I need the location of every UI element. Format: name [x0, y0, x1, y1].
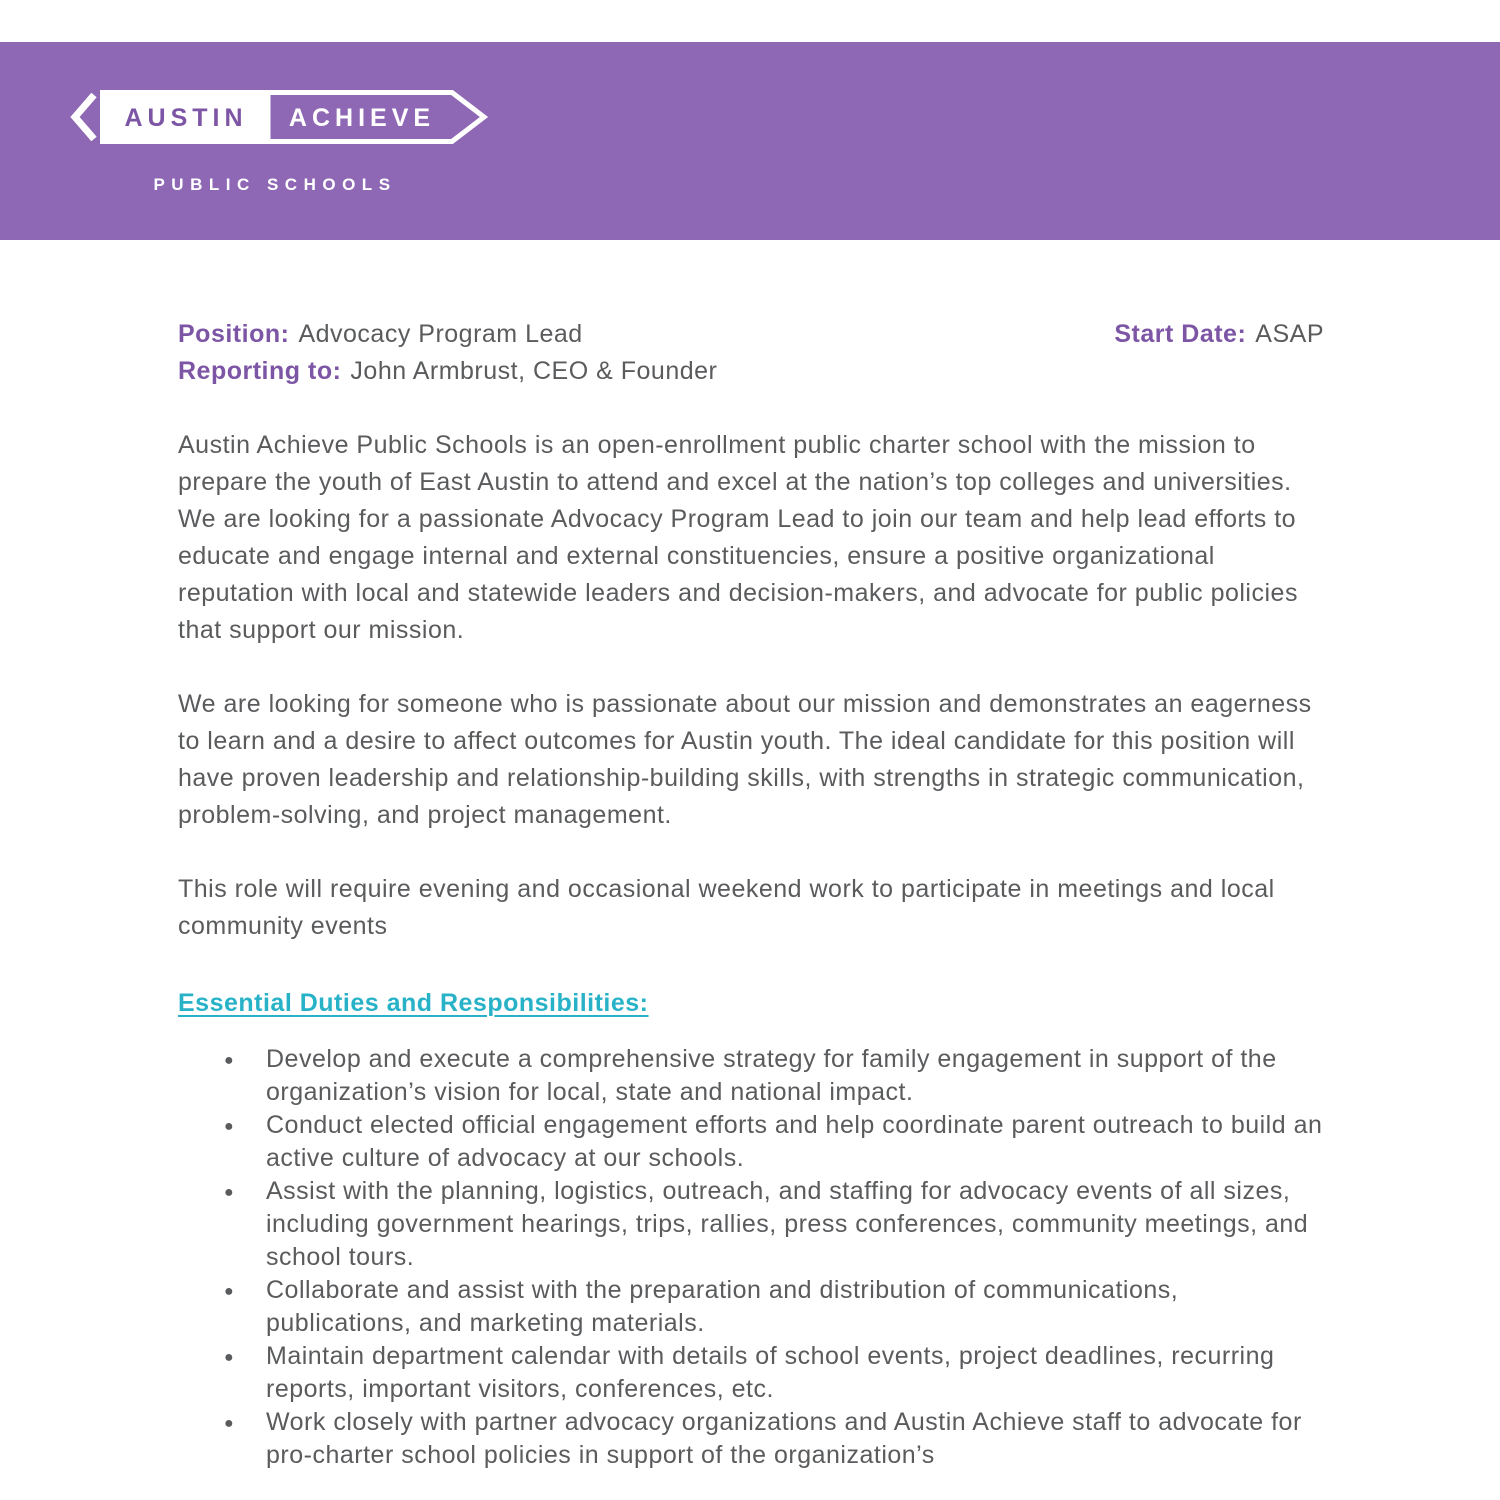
duty-text-2: Conduct elected official engagement efforts and help coordinate parent outreach to build an active culture of advocacy at our schools. [266, 1110, 1323, 1172]
position-row [178, 316, 1324, 353]
duty-item-2 [178, 1109, 1324, 1175]
bullet-icon: ● [224, 1117, 235, 1135]
duty-item-1 [178, 1043, 1324, 1109]
job-meta-block [178, 316, 1324, 390]
logo-word-austin: AUSTIN [124, 104, 248, 132]
intro-paragraph-2: We are looking for someone who is passionate about our mission and demonstrates an eagerness to learn and a desire to affect outcomes for Austin youth. The ideal candidate for this position will have proven leadership and relationship-building skills, with strengths in strategic communication, problem-solving, and project management. [178, 690, 1312, 829]
duties-list [178, 1043, 1324, 1472]
austin-achieve-logo [70, 90, 500, 202]
bullet-icon: ● [224, 1282, 235, 1300]
duty-item-6 [178, 1406, 1324, 1472]
header-banner [0, 42, 1500, 240]
reporting-value: John Armbrust, CEO & Founder [350, 357, 718, 385]
duty-text-4: Collaborate and assist with the preparation and distribution of communications, publications, and marketing materials. [266, 1275, 1179, 1337]
duty-item-3 [178, 1175, 1324, 1274]
logo-left-chevron-icon [75, 95, 94, 139]
duty-item-5 [178, 1340, 1324, 1406]
intro-paragraph-1: Austin Achieve Public Schools is an open-enrollment public charter school with the mission to prepare the youth of East Austin to attend and excel at the nation’s top colleges and universities. We are looking for a passionate Advocacy Program Lead to join our team and help lead efforts to educate and engage internal and external constituencies, ensure a positive organizational reputation with local and statewide leaders and decision-makers, and advocate for public policies that support our mission. [178, 431, 1298, 644]
position-label: Position: [178, 320, 290, 348]
bullet-icon: ● [224, 1348, 235, 1366]
position-value: Advocacy Program Lead [298, 320, 583, 348]
duty-text-1: Develop and execute a comprehensive strategy for family engagement in support of the organization’s vision for local, state and national impact. [266, 1044, 1277, 1106]
start-date-label: Start Date: [1114, 320, 1247, 348]
duty-text-5: Maintain department calendar with details of school events, project deadlines, recurring reports, important visitors, conferences, etc. [266, 1341, 1275, 1403]
reporting-field [178, 353, 717, 390]
logo-subtitle: PUBLIC SCHOOLS [153, 175, 397, 194]
bullet-icon: ● [224, 1414, 235, 1432]
start-date-value: ASAP [1255, 320, 1324, 348]
duties-heading: Essential Duties and Responsibilities: [178, 989, 649, 1017]
duty-text-3: Assist with the planning, logistics, outreach, and staffing for advocacy events of all sizes, including government hearings, trips, rallies, press conferences, community meetings, and school tours. [266, 1176, 1309, 1271]
start-date-field [1114, 316, 1324, 353]
bullet-icon: ● [224, 1183, 235, 1201]
logo-word-achieve: ACHIEVE [288, 104, 436, 132]
position-field [178, 316, 583, 353]
bullet-icon: ● [224, 1051, 235, 1069]
reporting-row [178, 353, 1324, 390]
document-body [178, 316, 1324, 1472]
duty-text-6: Work closely with partner advocacy organizations and Austin Achieve staff to advocate for pro-charter school policies in support of the organization’s [266, 1407, 1302, 1469]
duty-item-4 [178, 1274, 1324, 1340]
top-white-strip [0, 0, 1500, 42]
intro-paragraph-3: This role will require evening and occasional weekend work to participate in meetings and local community events [178, 875, 1275, 940]
reporting-label: Reporting to: [178, 357, 342, 385]
